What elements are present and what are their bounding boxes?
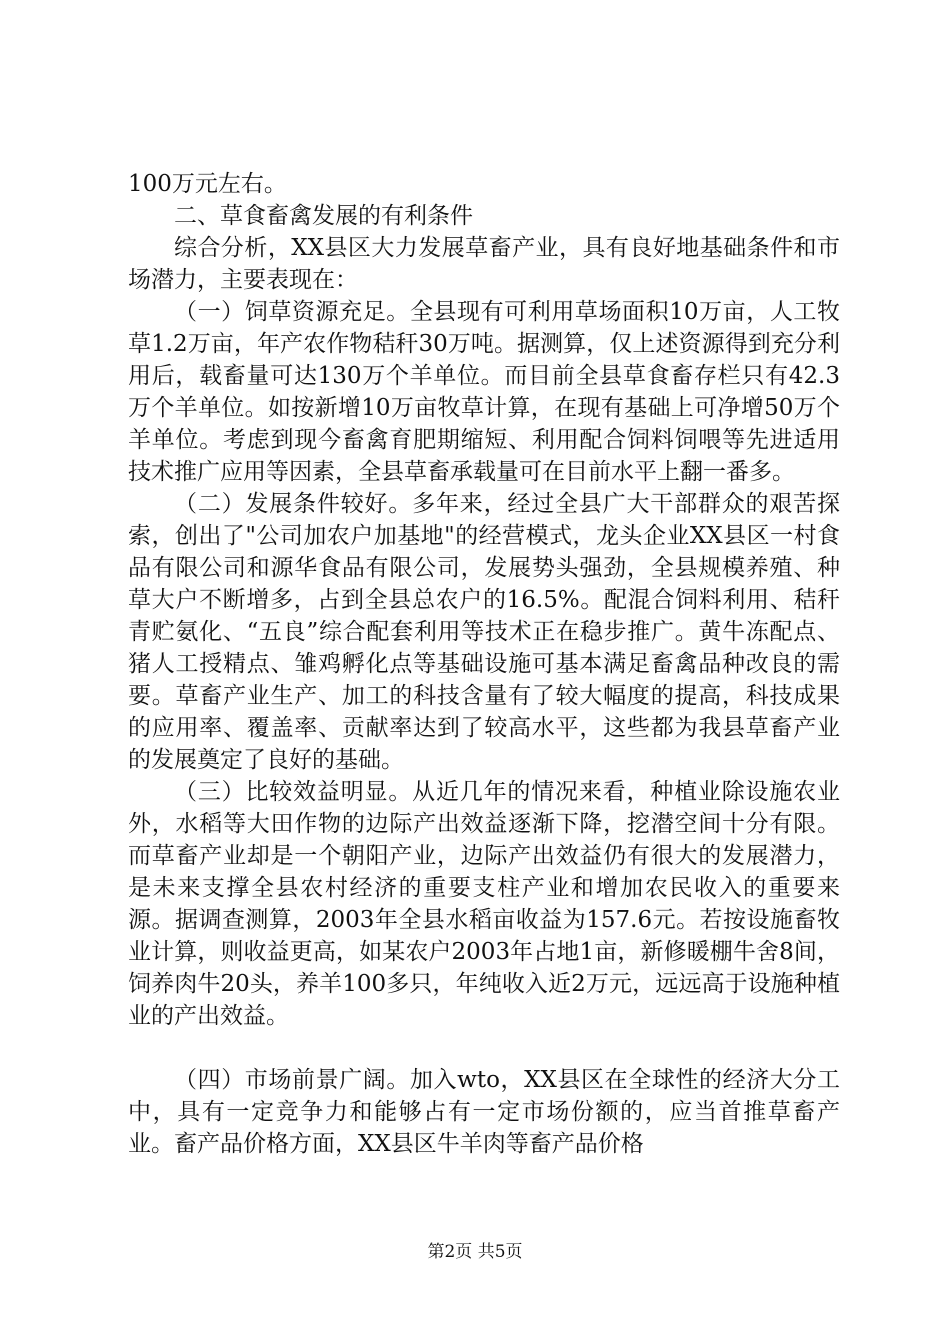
paragraph-continuation: 100万元左右。 xyxy=(128,171,287,197)
document-body xyxy=(128,168,840,1160)
paragraph-point-3: （三）比较效益明显。从近几年的情况来看，种植业除设施农业外，水稻等大田作物的边际产出效益逐渐下降，挖潜空间十分有限。而草畜产业却是一个朝阳产业，边际产出效益仍有很大的发展潜力，是未来支撑全县农村经济的重要支柱产业和增加农民收入的重要来源。据调查测算，2003年全县水稻亩收益为157.6元。若按设施畜牧业计算，则收益更高，如某农户2003年占地1亩，新修暖棚牛舍8间，饲养肉牛20头，养羊100多只，年纯收入近2万元，远远高于设施种植业的产出效益。 xyxy=(128,779,840,1029)
paragraph-point-1: （一）饲草资源充足。全县现有可利用草场面积10万亩，人工牧草1.2万亩，年产农作物秸秆30万吨。据测算，仅上述资源得到充分利用后，载畜量可达130万个羊单位。而目前全县草食畜存栏只有42.3万个羊单位。如按新增10万亩牧草计算，在现有基础上可净增50万个羊单位。考虑到现今畜禽育肥期缩短、利用配合饲料饲喂等先进适用技术推广应用等因素，全县草畜承载量可在目前水平上翻一番多。 xyxy=(128,299,840,485)
paragraph-point-4: （四）市场前景广阔。加入wto，XX县区在全球性的经济大分工中，具有一定竞争力和能够占有一定市场份额的，应当首推草畜产业。畜产品价格方面，XX县区牛羊肉等畜产品价格 xyxy=(128,1067,840,1157)
page-number-footer: 第2页 共5页 xyxy=(427,1242,523,1262)
paragraph-point-2: （二）发展条件较好。多年来，经过全县广大干部群众的艰苦探索，创出了"公司加农户加基地"的经营模式，龙头企业XX县区一村食品有限公司和源华食品有限公司，发展势头强劲，全县规模养殖、种草大户不断增多，占到全县总农户的16.5%。配混合饲料利用、秸秆青贮氨化、“五良”综合配套利用等技术正在稳步推广。黄牛冻配点、猪人工授精点、雏鸡孵化点等基础设施可基本满足畜禽品种改良的需要。草畜产业生产、加工的科技含量有了较大幅度的提高，科技成果的应用率、覆盖率、贡献率达到了较高水平，这些都为我县草畜产业的发展奠定了良好的基础。 xyxy=(128,491,840,773)
section-heading: 二、草食畜禽发展的有利条件 xyxy=(174,203,473,229)
paragraph-intro: 综合分析，XX县区大力发展草畜产业，具有良好地基础条件和市场潜力，主要表现在： xyxy=(128,235,840,293)
